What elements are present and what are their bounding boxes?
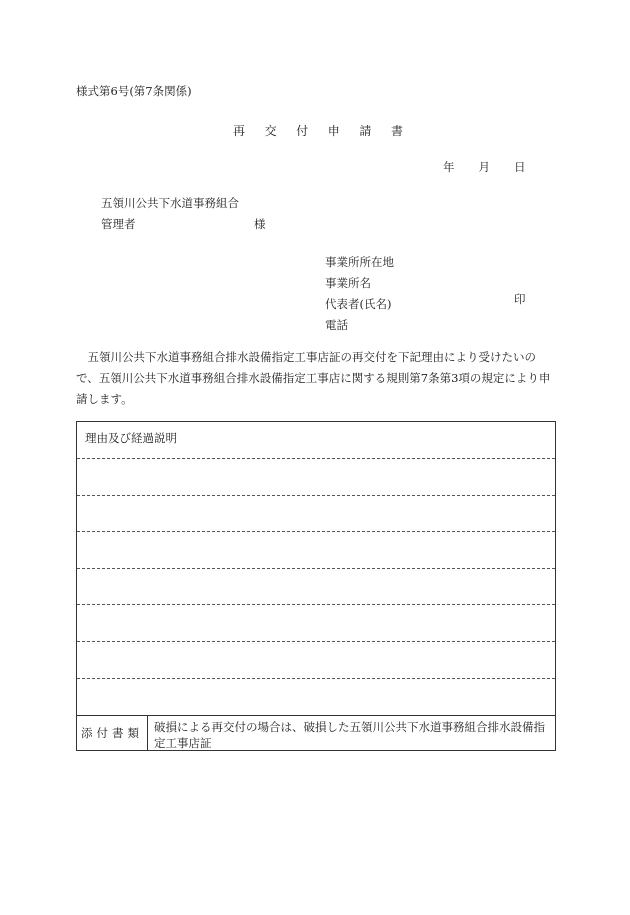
recipient-honorific: 様	[254, 217, 266, 231]
title-char: 再	[233, 124, 246, 138]
title-char: 交	[264, 124, 277, 138]
phone-label: 電話	[325, 318, 348, 332]
recipient-organization: 五領川公共下水道事務組合	[101, 196, 239, 210]
dashed-line	[77, 678, 555, 679]
date-month-label: 月	[478, 160, 490, 174]
attachment-label: 添付書類	[77, 716, 148, 750]
reason-table	[76, 421, 556, 751]
business-name-label: 事業所名	[325, 276, 371, 290]
date-year-label: 年	[443, 160, 455, 174]
dashed-line	[77, 495, 555, 496]
recipient-block	[101, 196, 239, 238]
body-text: 五領川公共下水道事務組合排水設備指定工事店証の再交付を下記理由により受けたいので、五領川公共下水道事務組合排水設備指定工事店に関する規則第7条第3項の規定により申請します。	[76, 350, 551, 406]
dashed-line	[77, 568, 555, 569]
title-char: 請	[359, 124, 372, 138]
address-label: 事業所所在地	[325, 255, 394, 269]
recipient-role: 管理者	[101, 217, 136, 231]
representative-label: 代表者(氏名)	[325, 297, 392, 311]
dashed-line	[77, 531, 555, 532]
seal-mark: 印	[514, 292, 526, 306]
dashed-line	[77, 604, 555, 605]
date-line	[443, 160, 526, 175]
title-char: 申	[327, 124, 340, 138]
dashed-line	[77, 458, 555, 459]
date-day-label: 日	[514, 160, 526, 174]
reason-header: 理由及び経過説明	[85, 431, 177, 445]
applicant-block	[325, 255, 394, 339]
attachment-row	[77, 715, 555, 750]
dashed-line	[77, 641, 555, 642]
form-number: 様式第6号(第7条関係)	[76, 84, 192, 98]
title-char: 書	[390, 124, 403, 138]
attachment-text: 破損による再交付の場合は、破損した五領川公共下水道事務組合排水設備指定工事店証	[154, 720, 545, 750]
document-title	[233, 124, 403, 140]
title-char: 付	[296, 124, 309, 138]
